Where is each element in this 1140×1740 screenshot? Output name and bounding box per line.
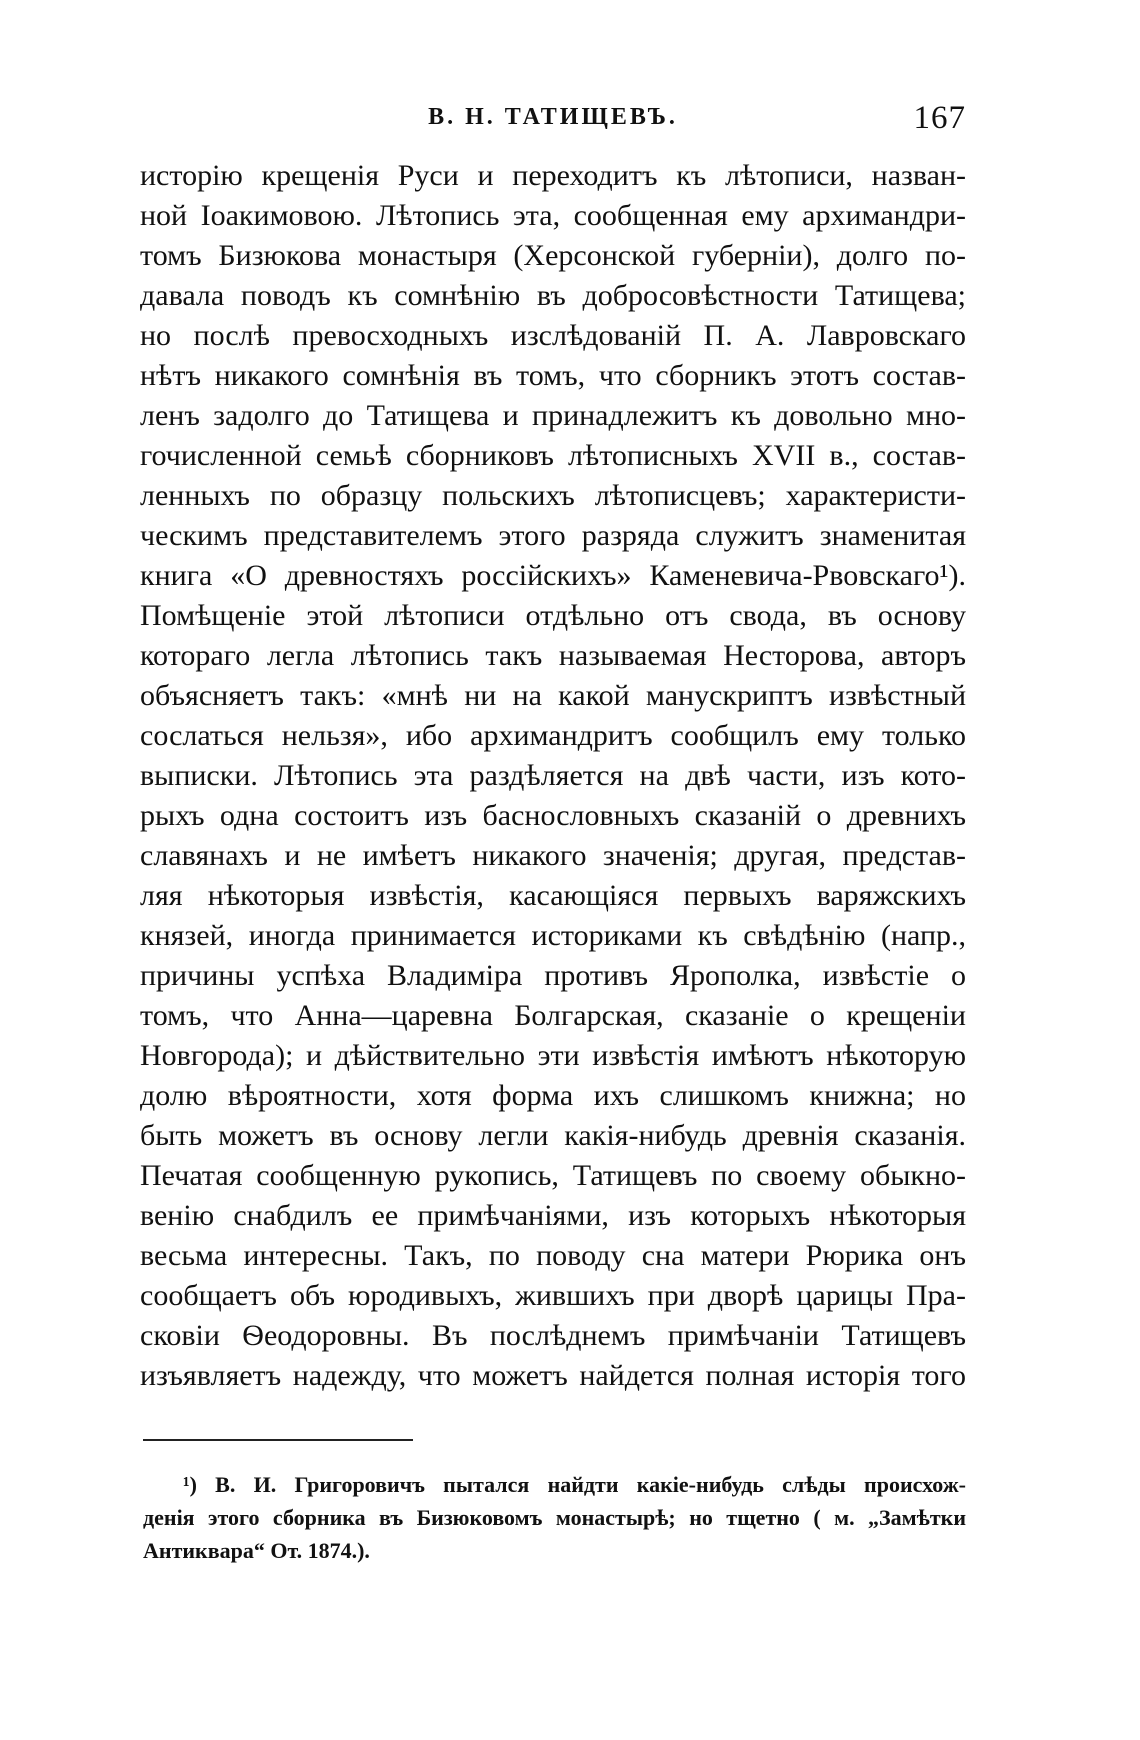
text-line: ческимъ представителемъ этого разряда служитъ знаменитая [140,519,966,552]
text-line: но послѣ превосходныхъ изслѣдованій П. А. Лавровскаго [140,319,966,352]
text-line: книга «О древностяхъ россійскихъ» Каменевича-Рвовскаго¹). [140,559,966,592]
text-line: давала поводъ къ сомнѣнію въ добросовѣстности Татищева; [140,279,966,312]
text-line: причины успѣха Владиміра противъ Ярополка, извѣстіе о [140,959,966,992]
text-line: изъявляетъ надежду, что можетъ найдется полная исторія того [140,1359,966,1392]
text-line: нѣтъ никакого сомнѣнія въ томъ, что сборникъ этотъ состав- [140,359,966,392]
text-line: объясняетъ такъ: «мнѣ ни на какой манускриптъ извѣстный [140,679,966,712]
running-head [140,100,966,144]
text-line: Печатая сообщенную рукопись, Татищевъ по своему обыкно- [140,1159,966,1192]
text-line: венію снабдилъ ее примѣчаніями, изъ которыхъ нѣкоторыя [140,1199,966,1232]
text-line: ляя нѣкоторыя извѣстія, касающіяся первыхъ варяжскихъ [140,879,966,912]
text-line: сковіи Ѳеодоровны. Въ послѣднемъ примѣчаніи Татищевъ [140,1319,966,1352]
text-line: быть можетъ въ основу легли какія-нибудь древнія сказанія. [140,1119,966,1152]
body-text [140,156,966,1396]
footnote-divider [143,1439,413,1441]
text-line: сослаться нельзя», ибо архимандритъ сообщилъ ему только [140,719,966,752]
footnote-line: Антиквара“ От. 1874.). [143,1538,370,1563]
text-line: славянахъ и не имѣетъ никакого значенія; другая, представ- [140,839,966,872]
text-line: исторію крещенія Руси и переходитъ къ лѣтописи, назван- [140,159,966,192]
text-line: томъ Бизюкова монастыря (Херсонской губерніи), долго по- [140,239,966,272]
footnote-line: ¹) В. И. Григоровичъ пытался найдти какіе-нибудь слѣды происхож- [183,1472,966,1497]
text-line: весьма интересны. Такъ, по поводу сна матери Рюрика онъ [140,1239,966,1272]
footnote-line: денія этого сборника въ Бизюковомъ монастырѣ; но тщетно ( м. „Замѣтки [143,1505,966,1530]
text-line: князей, иногда принимается историками къ свѣдѣнію (напр., [140,919,966,952]
text-line: выписки. Лѣтопись эта раздѣляется на двѣ части, изъ кото- [140,759,966,792]
text-line: ленныхъ по образцу польскихъ лѣтописцевъ; характеристи- [140,479,966,512]
text-line: рыхъ одна состоитъ изъ баснословныхъ сказаній о древнихъ [140,799,966,832]
footnotes [143,1468,966,1567]
text-line: ной Іоакимовою. Лѣтопись эта, сообщенная ему архимандри- [140,199,966,232]
text-line: Помѣщеніе этой лѣтописи отдѣльно отъ свода, въ основу [140,599,966,632]
text-line: сообщаетъ объ юродивыхъ, жившихъ при дворѣ царицы Пра- [140,1279,966,1312]
text-line: долю вѣроятности, хотя форма ихъ слишкомъ книжна; но [140,1079,966,1112]
text-line: гочисленной семьѣ сборниковъ лѣтописныхъ XVII в., состав- [140,439,966,472]
text-line: котораго легла лѣтопись такъ называемая Несторова, авторъ [140,639,966,672]
page-number: 167 [913,100,966,136]
text-line: Новгорода); и дѣйствительно эти извѣстія имѣютъ нѣкоторую [140,1039,966,1072]
text-line: ленъ задолго до Татищева и принадлежитъ къ довольно мно- [140,399,966,432]
running-title: В. Н. ТАТИЩЕВЪ. [428,104,678,130]
text-line: томъ, что Анна—царевна Болгарская, сказаніе о крещеніи [140,999,966,1032]
